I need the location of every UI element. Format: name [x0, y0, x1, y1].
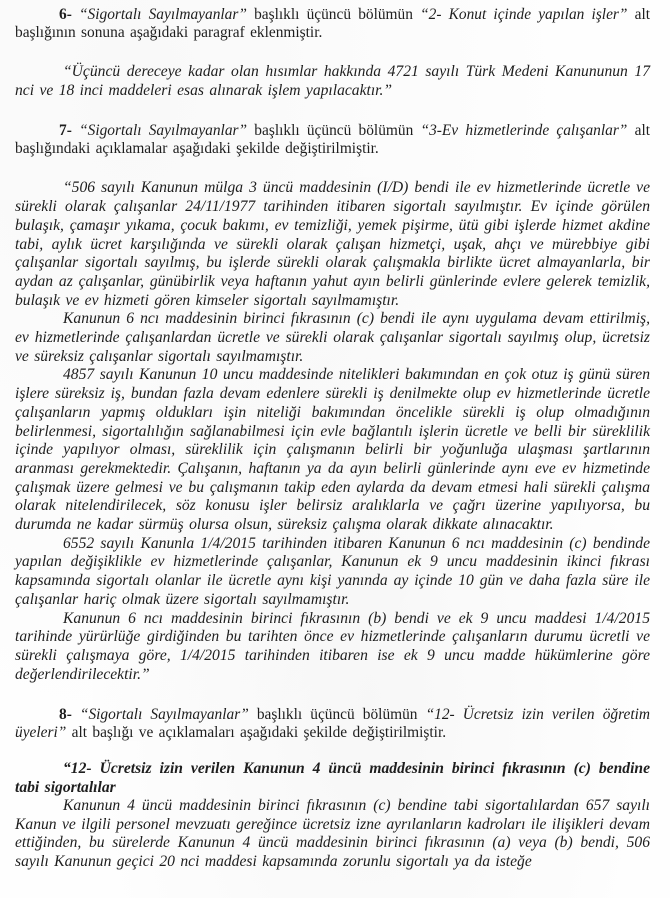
plain-text: başlıklı üçüncü bölümün	[248, 706, 426, 724]
quoted-section-title: “Sigortalı Sayılmayanlar”	[79, 706, 249, 724]
clause-7-number: 7-	[59, 122, 80, 140]
plain-text: alt başlığındaki açıklamalar aşağıdaki şekilde değiştirilmiştir.	[15, 122, 650, 157]
quoted-ev-hizmetleri-p1	[15, 179, 650, 310]
quoted-subsection-title: “3-Ev hizmetlerinde çalışanlar”	[420, 122, 628, 140]
quoted-text: 4857 sayılı Kanunun 10 uncu maddesinde nitelikleri bakımından en çok otuz iş günü süren işlere süreksiz iş, bundan fazla devam edenlere sürekli iş denilmekte olup ev hizmetlerinde ücretle çalışanların yapmış oldukları işin niteliği bakımından öncelikle sürekli iş olup olmadığının belirlenmesi, sigortalılığın sağlanabilmesi için evle bağlantılı işlerin ücretle ve belli bir süreklilik içinde yapılıyor olması, süreklilik için çalışmanın belirli bir yoğunluğa ulaşması şartlarının aranması gerekmektedir. Çalışanın, haftanın ya da ayın belirli günlerinde aynı eve ev hizmetinde çalışmak üzere gelmesi ve bu çalışmanın takip eden aylarda da devam etmesi hali sürekli çalışma olarak nitelendirilecek, söz konusu işler belirsiz aralıklarla ve çağrı üzerine yapılıyorsa, bu durumda ne kadar sürmüş olursa olsun, süreksiz çalışma olarak dikkate alınacaktır.	[15, 366, 650, 534]
quoted-text: Kanunun 4 üncü maddesinin birinci fıkrasının (c) bendine tabi sigortalılardan 657 sayılı Kanun ve ilgili personel mevzuatı gereğince ücretsiz izne ayrılanların kadroları ile ilişikleri devam ettiğinden, bu sürelerde Kanunun 4 üncü maddesinin birinci fıkrasının (a) veya (b) bendi, 506 sayılı Kanunun geçici 20 nci maddesi kapsamında zorunlu sigortalı ya da isteğe	[15, 796, 650, 870]
quoted-subsection-title: “12- Ücretsiz izin verilen öğretim üyeleri”	[15, 706, 651, 741]
quoted-heading-text: “12- Ücretsiz izin verilen Kanunun 4 üncü maddesinin birinci fıkrasının (c) bendine tabi sigortalılar	[15, 760, 650, 796]
quoted-text: “506 sayılı Kanunun mülga 3 üncü maddesinin (I/D) bendi ile ev hizmetlerinde ücretle ve sürekli olarak çalışanlar 24/11/1977 tarihinden itibaren sigortalı sayılmıştır. Ev içinde görülen bulaşık, çamaşır yıkama, çocuk bakımı, ev temizliği, yemek pişirme, ütü gibi işlerde hizmet akdine tabi, aylık ücret karşılığında ve sürekli olarak çalışan hizmetçi, uşak, ahçı ve mürebbiye gibi çalışanlar sigortalı sayılmış, bu işlerde sürekli olarak çalışmakla birlikte ücret almayanlarla, bir aydan az çalışanlar, günübirlik veya haftanın yahut ayın belirli günlerinde evlere gelerek temizlik, bulaşık ve ev hizmeti gören kimseler sigortalı sayılmamıştır.	[15, 179, 650, 309]
quoted-text: 6552 sayılı Kanunla 1/4/2015 tarihinden itibaren Kanunun 6 ncı maddesinin (c) bendinde yapılan değişiklikle ev hizmetlerinde çalışanlar, Kanunun ek 9 uncu maddesinin ikinci fıkrası kapsamında sigortalı olanlar ile ücretle aynı kişi yanında ay içinde 10 gün ve daha fazla süre ile çalışanlar hariç olmak üzere sigortalı sayılmamıştır.	[15, 534, 650, 608]
quoted-addition-konut	[15, 63, 650, 100]
quoted-ev-hizmetleri-p5	[15, 610, 650, 685]
plain-text: başlıklı üçüncü bölümün	[246, 6, 421, 23]
clause-8-number: 8-	[59, 706, 80, 724]
quoted-section-title: “Sigortalı Sayılmayanlar”	[79, 6, 247, 23]
plain-text: alt başlığının sonuna aşağıdaki paragraf eklenmiştir.	[15, 6, 651, 41]
quoted-ucretsiz-izin-p1	[15, 797, 650, 872]
clause-8-intro	[15, 706, 650, 741]
plain-text: alt başlığı ve açıklamaları aşağıdaki şekilde değiştirilmiştir.	[66, 723, 447, 741]
clause-6-number: 6-	[59, 6, 79, 23]
quoted-text: Kanunun 6 ncı maddesinin birinci fıkrasının (b) bendi ve ek 9 uncu maddesi 1/4/2015 tarihinde yürürlüğe girdiğinden bu tarihten önce ev hizmetlerinde çalışanların durumu ücretli ve sürekli çalışmaya göre, 1/4/2015 tarihinden itibaren ise ek 9 uncu madde hükümlerine göre değerlendirilecektir.”	[15, 609, 650, 683]
quoted-section-title: “Sigortalı Sayılmayanlar”	[79, 122, 248, 140]
quoted-subsection-title: “2- Konut içinde yapılan işler”	[420, 6, 628, 23]
quoted-text: “Üçüncü dereceye kadar olan hısımlar hakkında 4721 sayılı Türk Medeni Kanununun 17 nci ve 18 inci maddeleri esas alınarak işlem yapılacaktır.”	[15, 63, 650, 99]
clause-6-intro	[15, 6, 650, 41]
quoted-ev-hizmetleri-p4	[15, 535, 650, 610]
quoted-ev-hizmetleri-p3	[15, 366, 650, 534]
clause-7-intro	[15, 122, 650, 157]
quoted-subheading-12	[15, 760, 650, 796]
quoted-text: Kanunun 6 ncı maddesinin birinci fıkrasının (c) bendi ile aynı uygulama devam ettirilmiş, ev hizmetlerinde çalışanlardan ücretle ve sürekli olarak çalışanlar sigortalı sayılmış olup, ücretsiz ve süreksiz çalışanlar sigortalı sayılmamıştır.	[15, 310, 650, 365]
quoted-ev-hizmetleri-p2	[15, 310, 650, 366]
plain-text: başlıklı üçüncü bölümün	[247, 122, 421, 140]
